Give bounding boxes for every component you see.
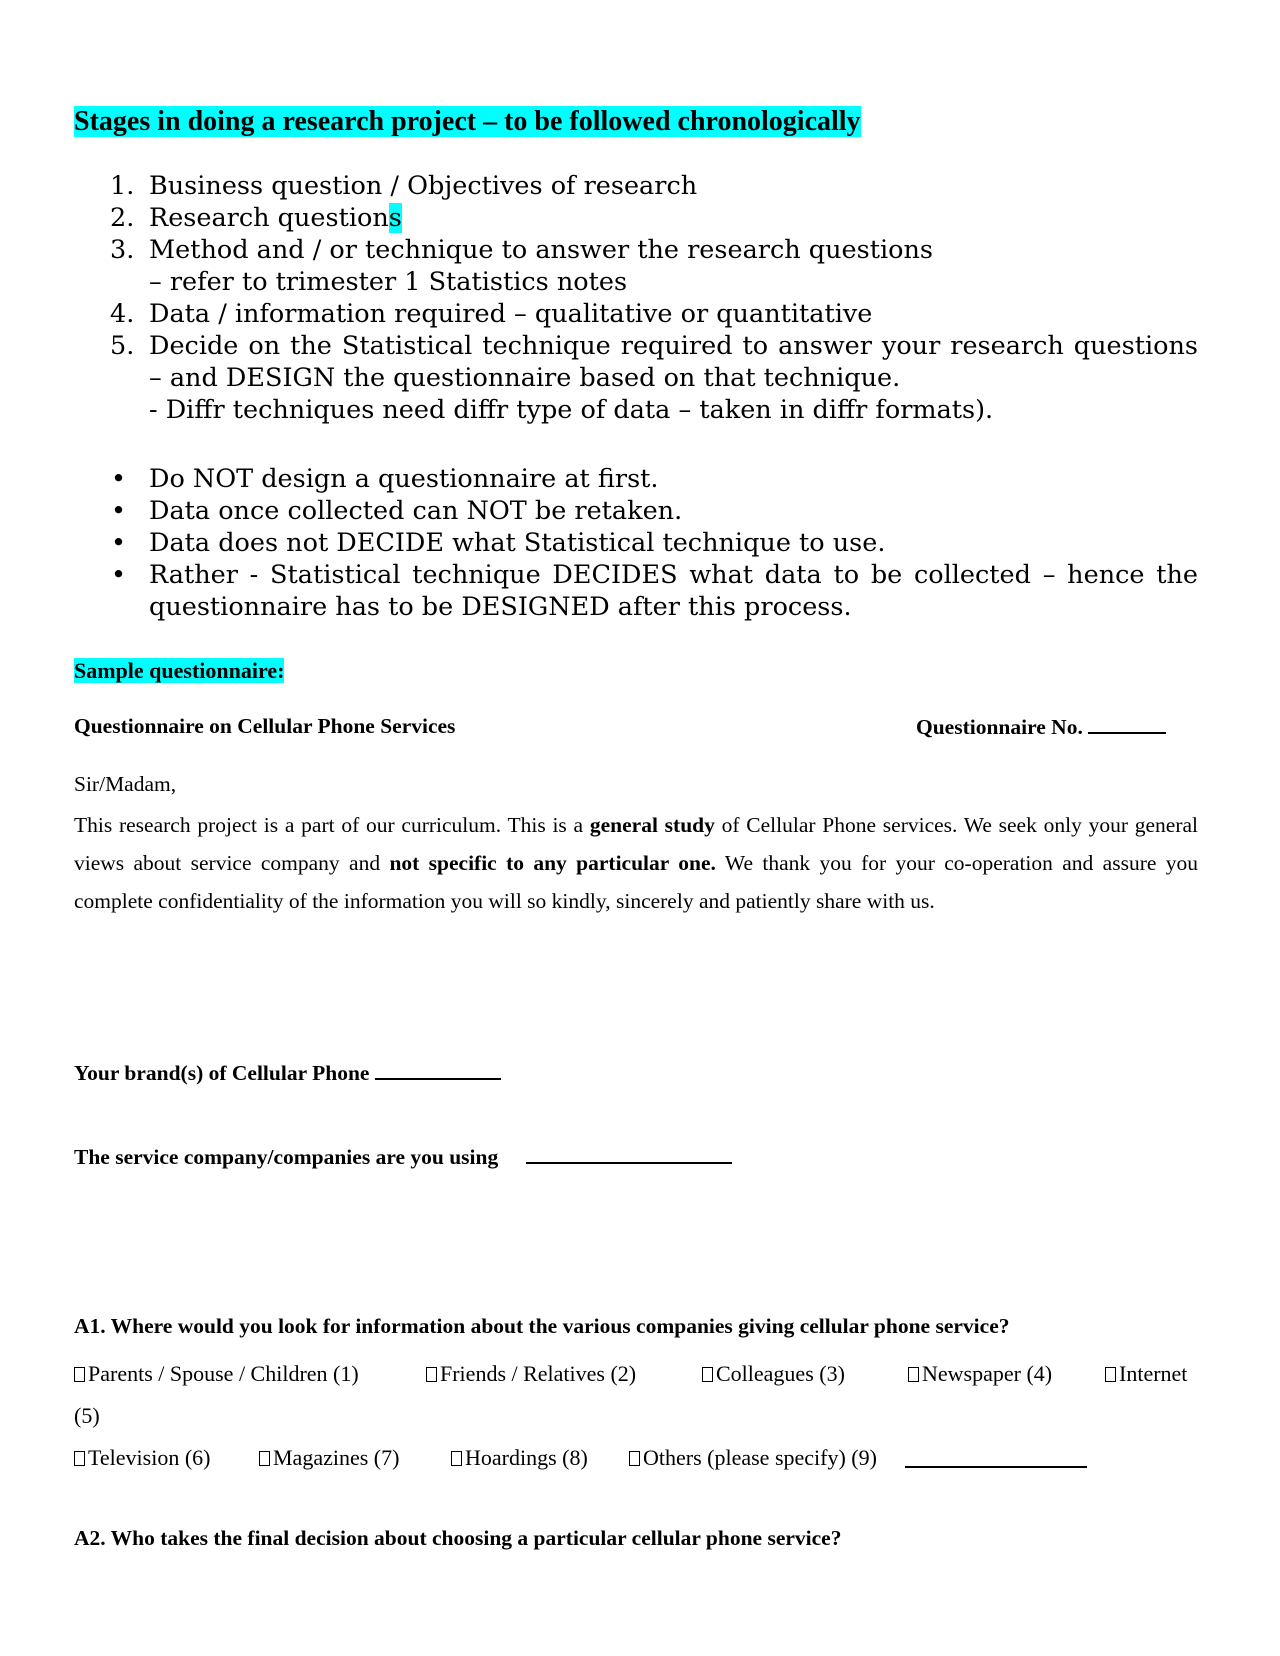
- brand-field: Your brand(s) of Cellular Phone: [74, 1058, 501, 1087]
- list-item: 1. Business question / Objectives of research: [110, 171, 698, 201]
- checkbox-icon[interactable]: [1105, 1367, 1116, 1382]
- option-colleagues[interactable]: Colleagues (3): [702, 1360, 845, 1388]
- checkbox-icon[interactable]: [74, 1451, 85, 1466]
- a1-options-row1: [74, 1360, 1204, 1388]
- a1-options-row2: [74, 1444, 1198, 1472]
- checkbox-icon[interactable]: [629, 1451, 640, 1466]
- list-item: • Data does not DECIDE what Statistical technique to use.: [111, 528, 886, 558]
- bullet-list: [74, 463, 1198, 623]
- checkbox-icon[interactable]: [702, 1367, 713, 1382]
- salutation: Sir/Madam,: [74, 772, 177, 796]
- list-item: 4. Data / information required – qualitative or quantitative: [110, 299, 873, 329]
- list-item: 5. Decide on the Statistical technique required to answer your research questions – and DESIGN the questionnaire based on that technique. - Diffr techniques need diffr type of data – taken in diffr formats).: [110, 331, 1198, 425]
- checkbox-icon[interactable]: [426, 1367, 437, 1382]
- company-field: The service company/companies are you using: [74, 1142, 732, 1171]
- option-friends[interactable]: Friends / Relatives (2): [426, 1360, 636, 1388]
- questionnaire-number: Questionnaire No.: [916, 712, 1166, 741]
- list-item: 3. Method and / or technique to answer the research questions – refer to trimester 1 Statistics notes: [110, 235, 933, 297]
- others-specify-blank[interactable]: [905, 1444, 1087, 1468]
- stages-list: [74, 170, 1198, 426]
- option-internet[interactable]: Internet: [1105, 1360, 1187, 1388]
- option-hoardings[interactable]: Hoardings (8): [451, 1444, 588, 1472]
- company-blank[interactable]: [526, 1142, 732, 1164]
- option-magazines[interactable]: Magazines (7): [259, 1444, 399, 1472]
- questionnaire-title: Questionnaire on Cellular Phone Services: [74, 714, 456, 738]
- option-parents[interactable]: Parents / Spouse / Children (1): [74, 1360, 359, 1388]
- option-television[interactable]: Television (6): [74, 1444, 210, 1472]
- question-a2: A2. Who takes the final decision about choosing a particular cellular phone service?: [74, 1526, 842, 1550]
- list-item: • Do NOT design a questionnaire at first.: [111, 464, 659, 494]
- document-page: [74, 0, 1198, 1656]
- checkbox-icon[interactable]: [908, 1367, 919, 1382]
- option-newspaper[interactable]: Newspaper (4): [908, 1360, 1052, 1388]
- list-item: • Rather - Statistical technique DECIDES what data to be collected – hence the questionnaire has to be DESIGNED after this process.: [111, 560, 1198, 622]
- question-a1: A1. Where would you look for information about the various companies giving cellular phone service?: [74, 1314, 1010, 1338]
- list-item: • Data once collected can NOT be retaken.: [111, 496, 683, 526]
- checkbox-icon[interactable]: [74, 1367, 85, 1382]
- intro-paragraph: This research project is a part of our curriculum. This is a general study of Cellular Phone services. We seek only your general views about service company and not specific to any particular one. We thank you for your co-operation and assure you complete confidentiality of the information you will so kindly, sincerely and patiently share with us.: [74, 813, 1199, 913]
- a1-options-row1-cont: (5): [74, 1403, 100, 1428]
- list-item: 2. Research questions: [110, 203, 402, 233]
- checkbox-icon[interactable]: [451, 1451, 462, 1466]
- questionnaire-number-blank[interactable]: [1088, 712, 1166, 734]
- option-others[interactable]: Others (please specify) (9): [629, 1444, 877, 1472]
- brand-blank[interactable]: [375, 1058, 501, 1080]
- checkbox-icon[interactable]: [259, 1451, 270, 1466]
- sample-heading: Sample questionnaire:: [74, 658, 285, 683]
- page-title: Stages in doing a research project – to be followed chronologically: [74, 106, 861, 137]
